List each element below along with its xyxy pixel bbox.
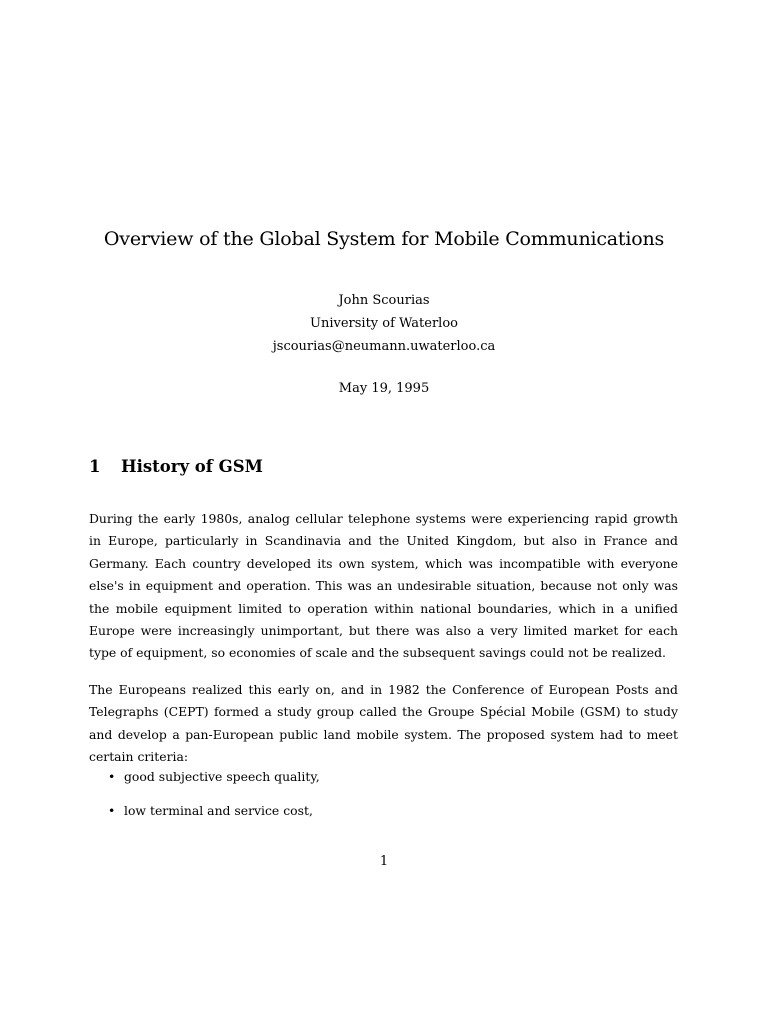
list-item — [108, 768, 320, 802]
author-block — [0, 289, 768, 358]
section-heading — [89, 457, 263, 476]
section-number: 1 — [89, 457, 101, 476]
list-item — [108, 802, 320, 836]
author-name: John Scourias — [338, 293, 430, 308]
list-item-text: good subjective speech quality, — [124, 769, 320, 784]
paper-date: May 19, 1995 — [338, 381, 430, 396]
section-title: History of GSM — [121, 457, 263, 476]
list-item-text: low terminal and service cost, — [124, 803, 313, 818]
paper-title: Overview of the Global System for Mobile Communications — [103, 228, 665, 250]
author-email: jscourias@neumann.uwaterloo.ca — [272, 339, 496, 354]
body-paragraph: During the early 1980s, analog cellular telephone systems were experiencing rapid growth in Europe, particularly in Scandinavia and the United Kingdom, but also in France and Germany. Each country developed its own system, which was incompatible with everyone else's in equipment and operation. This was an undesirable situation, because not only was the mobile equipment limited to operation within national boundaries, which in a unified Europe were increasingly unimportant, but there was also a very limited market for each type of equipment, so economies of scale and the subsequent savings could not be realized. — [89, 511, 678, 661]
author-affiliation: University of Waterloo — [310, 316, 458, 331]
bullet-icon: • — [108, 769, 116, 784]
body-paragraph: The Europeans realized this early on, and in 1982 the Conference of European Posts and Telegraphs (CEPT) formed a study group called the Groupe Spécial Mobile (GSM) to study and develop a pan-European public land mobile system. The proposed system had to meet certain criteria: — [89, 682, 678, 765]
criteria-list — [108, 768, 320, 836]
page-number: 1 — [379, 854, 389, 869]
bullet-icon: • — [108, 803, 116, 818]
